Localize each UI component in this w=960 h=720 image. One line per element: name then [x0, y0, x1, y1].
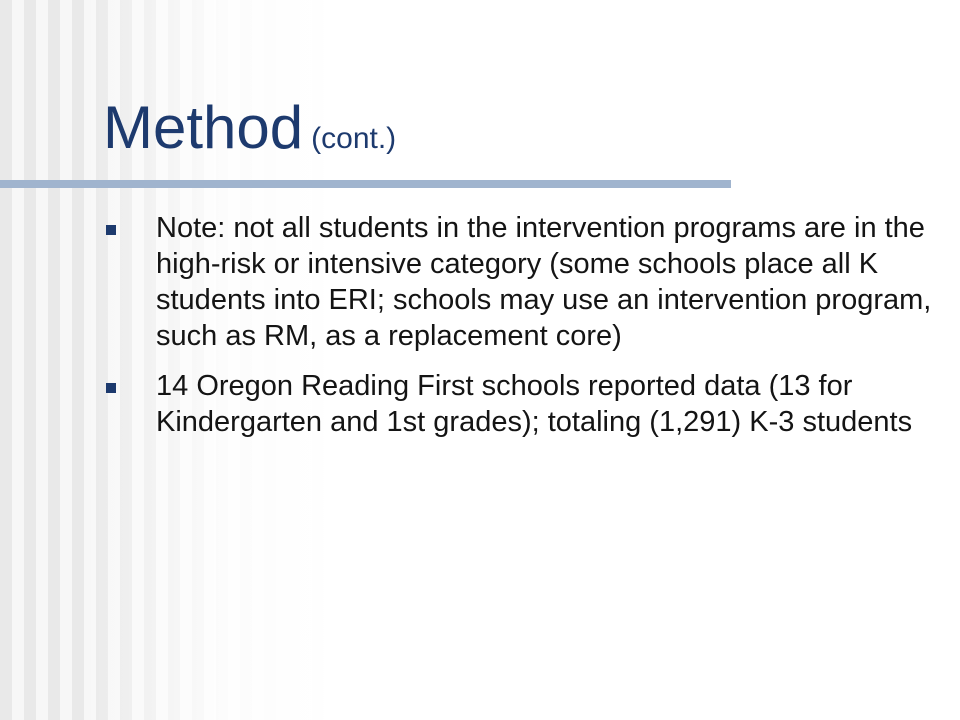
square-bullet-icon	[106, 383, 116, 393]
bullet-list	[106, 210, 946, 454]
title-underline	[0, 180, 731, 188]
slide-title-suffix: (cont.)	[311, 122, 397, 155]
square-bullet-icon	[106, 225, 116, 235]
bullet-text: 14 Oregon Reading First schools reported data (13 for Kindergarten and 1st grades); totaling (1,291) K-3 students	[156, 370, 913, 438]
bullet-item	[106, 210, 946, 354]
bullet-text: Note: not all students in the intervention programs are in the high-risk or intensive category (some schools place all K students into ERI; schools may use an intervention program, such as RM, as a replacement core)	[156, 212, 932, 352]
bullet-item	[106, 368, 946, 440]
slide-title	[103, 94, 397, 161]
slide-title-main: Method	[103, 94, 304, 161]
